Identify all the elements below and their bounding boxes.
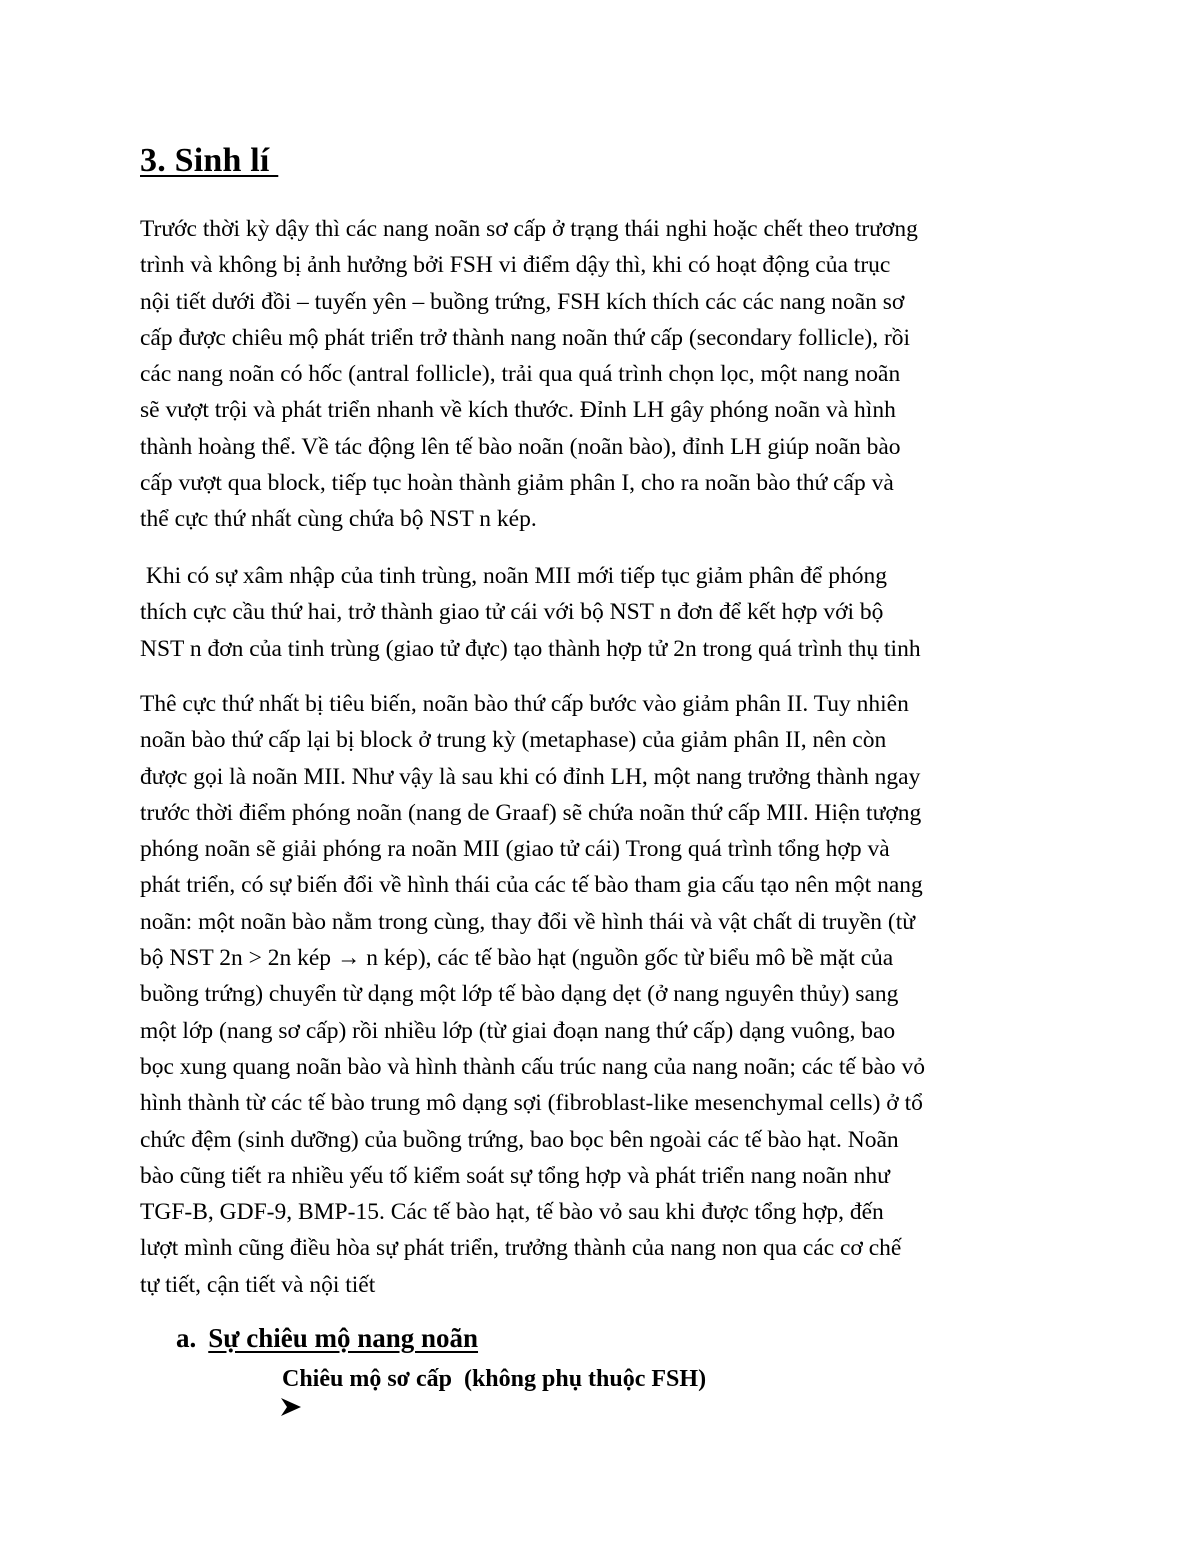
subsection-heading	[176, 1323, 478, 1354]
paragraph-line: bào cũng tiết ra nhiều yếu tố kiểm soát sự tổng hợp và phát triển nang noãn như	[140, 1162, 890, 1189]
paragraph-line: thể cực thứ nhất cùng chứa bộ NST n kép.	[140, 506, 537, 533]
paragraph-line: lượt mình cũng điều hòa sự phát triển, trưởng thành của nang non qua các cơ chế	[140, 1235, 902, 1262]
paragraph-line: thích cực cầu thứ hai, trở thành giao tử cái với bộ NST n đơn để kết hợp với bộ	[140, 599, 884, 626]
paragraph-2	[140, 558, 921, 667]
paragraph-line: Khi có sự xâm nhập của tinh trùng, noãn MII mới tiếp tục giảm phân để phóng	[140, 563, 887, 589]
paragraph-line: nội tiết dưới đồi – tuyến yên – buồng trứng, FSH kích thích các các nang noãn sơ	[140, 288, 905, 315]
subsection-letter: a.	[176, 1323, 197, 1353]
paragraph-line: noãn: một noãn bào nằm trong cùng, thay đổi về hình thái và vật chất di truyền (từ	[140, 908, 915, 935]
paragraph-line: trình và không bị ảnh hưởng bởi FSH vi điểm dậy thì, khi có hoạt động của trục	[140, 252, 891, 279]
paragraph-line: cấp được chiêu mộ phát triển trở thành nang noãn thứ cấp (secondary follicle), rồi	[140, 324, 911, 351]
arrowhead-bullet-icon	[244, 1370, 266, 1390]
paragraph-line: bọc xung quang noãn bào và hình thành cấu trúc nang của nang noãn; các tế bào vỏ	[140, 1053, 926, 1080]
bullet-item	[244, 1366, 706, 1393]
section-heading: 3. Sinh lí	[140, 142, 279, 179]
paragraph-line: NST n đơn của tinh trùng (giao tử đực) tạo thành hợp tử 2n trong quá trình thụ tinh	[140, 635, 921, 662]
paragraph-line: phóng noãn sẽ giải phóng ra noãn MII (giao tử cái) Trong quá trình tổng hợp và	[140, 836, 890, 863]
paragraph-line: phát triển, có sự biến đổi về hình thái của các tế bào tham gia cấu tạo nên một nang	[140, 872, 923, 899]
paragraph-line: thành hoàng thể. Về tác động lên tế bào noãn (noãn bào), đỉnh LH giúp noãn bào	[140, 433, 901, 460]
paragraph-line: tự tiết, cận tiết và nội tiết	[140, 1271, 376, 1298]
bullet-text: Chiêu mộ sơ cấp (không phụ thuộc FSH)	[282, 1366, 707, 1392]
paragraph-line: một lớp (nang sơ cấp) rồi nhiều lớp (từ giai đoạn nang thứ cấp) dạng vuông, bao	[140, 1017, 896, 1044]
paragraph-line: Trước thời kỳ dậy thì các nang noãn sơ cấp ở trạng thái nghi hoặc chết theo trương	[140, 216, 918, 242]
paragraph-line: bộ NST 2n > 2n kép → n kép), các tế bào hạt (nguồn gốc từ biểu mô bề mặt của	[140, 945, 894, 972]
paragraph-line: buồng trứng) chuyển từ dạng một lớp tế bào dạng dẹt (ở nang nguyên thủy) sang	[140, 981, 899, 1008]
paragraph-line: các nang noãn có hốc (antral follicle), trải qua quá trình chọn lọc, một nang noãn	[140, 361, 901, 388]
paragraph-line: trước thời điểm phóng noãn (nang de Graaf) sẽ chứa noãn thứ cấp MII. Hiện tượng	[140, 799, 922, 826]
paragraph-line: chức đệm (sinh dưỡng) của buồng trứng, bao bọc bên ngoài các tế bào hạt. Noãn	[140, 1126, 899, 1153]
paragraph-line: noãn bào thứ cấp lại bị block ở trung kỳ (metaphase) của giảm phân II, nên còn	[140, 727, 887, 754]
paragraph-line: TGF-B, GDF-9, BMP-15. Các tế bào hạt, tế bào vỏ sau khi được tổng hợp, đến	[140, 1199, 884, 1226]
paragraph-line: hình thành từ các tế bào trung mô dạng sợi (fibroblast-like mesenchymal cells) ở tổ	[140, 1090, 923, 1117]
paragraph-line: Thê cực thứ nhất bị tiêu biến, noãn bào thứ cấp bước vào giảm phân II. Tuy nhiên	[140, 691, 909, 717]
paragraph-line: được gọi là noãn MII. Như vậy là sau khi có đỉnh LH, một nang trưởng thành ngay	[140, 763, 921, 790]
paragraph-line: cấp vượt qua block, tiếp tục hoàn thành giảm phân I, cho ra noãn bào thứ cấp và	[140, 470, 894, 497]
paragraph-3	[140, 686, 925, 1303]
subsection-title: Sự chiêu mộ nang noãn	[208, 1323, 479, 1353]
paragraph-line: sẽ vượt trội và phát triển nhanh về kích thước. Đỉnh LH gây phóng noãn và hình	[140, 397, 896, 424]
paragraph-1	[140, 211, 918, 538]
